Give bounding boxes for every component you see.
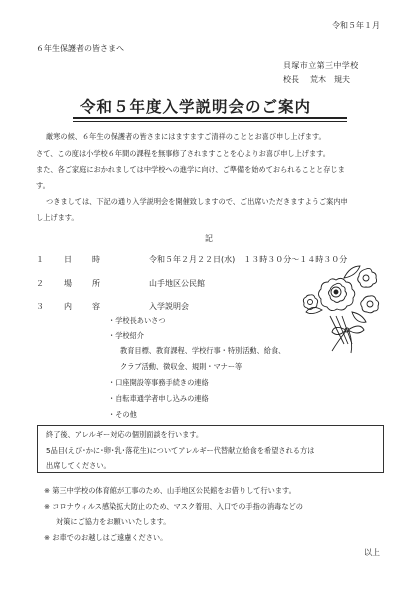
content-item: ・その他 (108, 410, 137, 419)
footer-note: ※ 第三中学校の体育館が工事のため、山手地区公民館をお借りして行います。 (44, 486, 296, 495)
detail-value: 令和５年２月２２日(水) １３時３０分～１４時３０分 (149, 255, 348, 264)
closing-ijo: 以上 (364, 548, 380, 557)
body-line-3: また、各ご家庭におかれましては中学校への進学に向け、ご準備を始めておられることと存じま (36, 165, 345, 174)
detail-num: ２ (36, 279, 44, 288)
footer-note: 対策にご協力をお願いいたします。 (56, 517, 171, 526)
content-item-detail: クラブ活動、徴収金、規則・マナー等 (120, 362, 243, 371)
content-item: ・自転車通学者申し込みの連絡 (108, 394, 209, 403)
content-item: ・口座開設等事務手続きの連絡 (108, 378, 209, 387)
flower-bouquet-illustration (300, 258, 392, 358)
recipient: ６年生保護者の皆さまへ (36, 44, 124, 53)
body-line-5: つきましては、下記の通り入学説明会を開催致しますので、ご出席いただきますようご案内申 (46, 197, 348, 206)
body-line-1: 厳寒の候、６年生の保護者の皆さまにはますますご清祥のこととお喜び申し上げます。 (46, 132, 326, 141)
body-line-2: さて、この度は小学校６年間の課程を無事修了されますことを心よりお喜び申し上げます。 (36, 149, 330, 158)
detail-row-content (36, 301, 189, 312)
detail-row-place (36, 278, 205, 289)
detail-label: 内 容 (64, 302, 106, 311)
detail-num: １ (36, 255, 44, 264)
detail-value: 入学説明会 (149, 302, 189, 311)
body-line-6: し上げます。 (36, 213, 79, 222)
detail-label: 日 時 (64, 255, 106, 264)
detail-label: 場 所 (64, 279, 106, 288)
footer-note: ※ お車でのお越しはご遠慮ください。 (44, 533, 168, 542)
body-line-4: す。 (36, 181, 50, 190)
box-note: 5品目(えび･かに･卵･乳･落花生)についてアレルギー代替献立給食を希望される方は (46, 446, 315, 455)
detail-value: 山手地区公民館 (149, 279, 205, 288)
footer-note: ※ コロナウィルス感染拡大防止のため、マスク着用、入口での手指の消毒などの (44, 502, 303, 511)
title-underline-thin (73, 121, 347, 122)
content-item-detail: 教育目標、教育課程、学校行事・特別活動、給食、 (120, 346, 286, 355)
content-item: ・学校長あいさつ (108, 316, 166, 325)
school-name: 貝塚市立第三中学校 (283, 61, 359, 70)
date: 令和５年１月 (332, 21, 380, 30)
principal-name: 荒木 規夫 (310, 75, 350, 84)
ki-heading: 記 (205, 234, 213, 243)
content-item: ・学校紹介 (108, 331, 144, 340)
box-note: 出席してください。 (46, 461, 111, 470)
page-title: 令和５年度入学説明会のご案内 (80, 98, 312, 116)
title-underline (73, 117, 347, 119)
box-note: 終了後、アレルギー対応の個別面談を行います。 (46, 430, 204, 439)
principal-title: 校長 (283, 75, 299, 84)
detail-num: ３ (36, 302, 44, 311)
